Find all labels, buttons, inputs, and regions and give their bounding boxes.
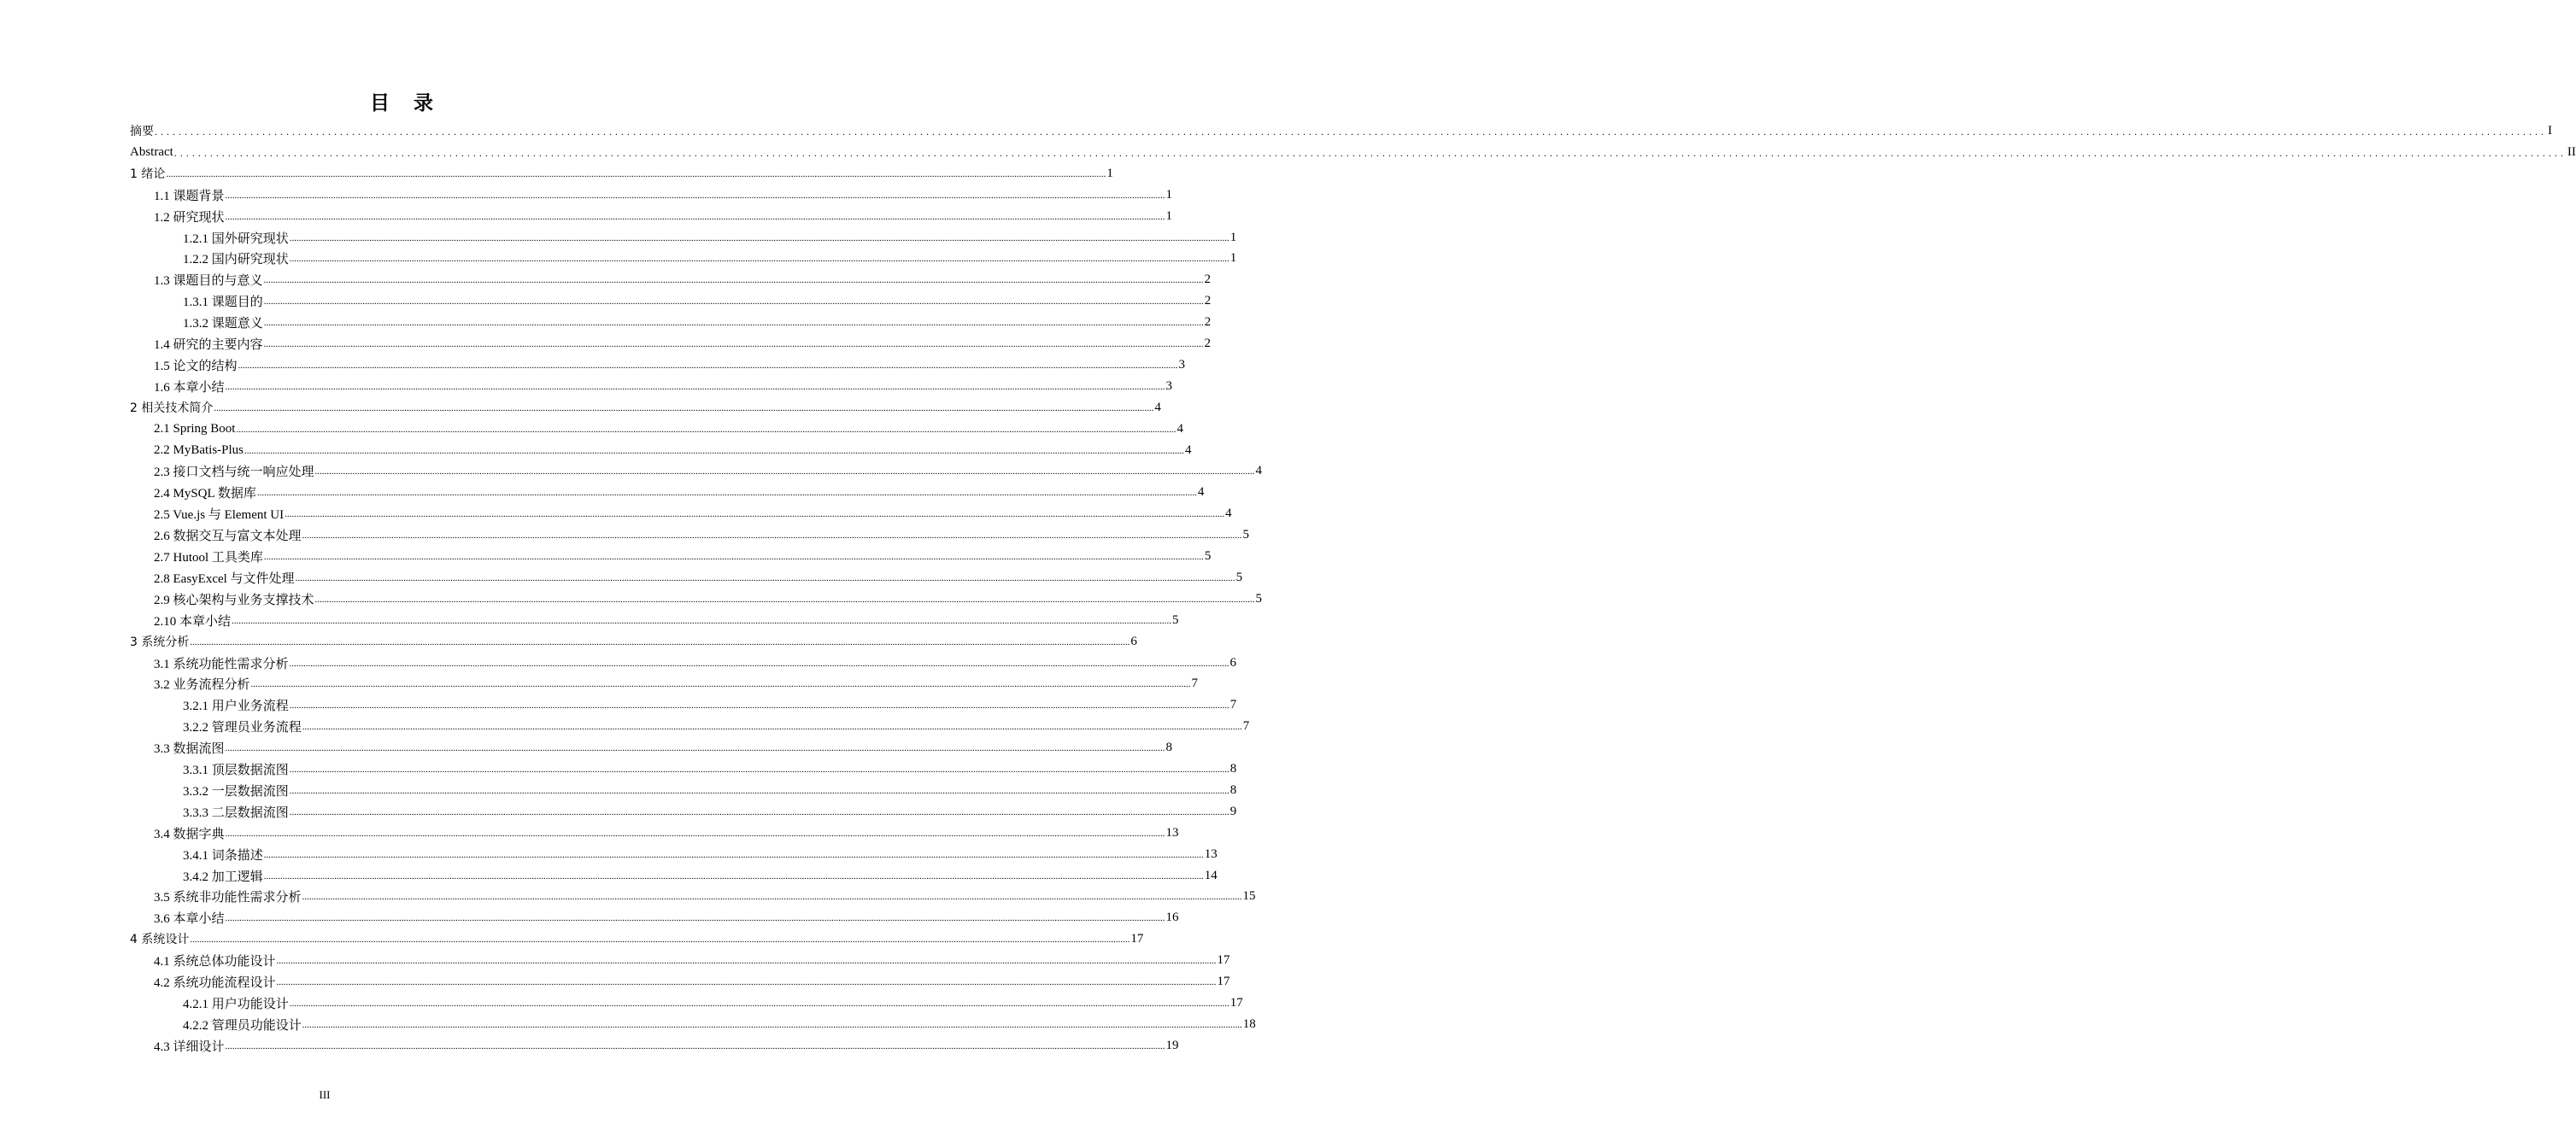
toc-entry[interactable] <box>130 142 2576 162</box>
toc-entry-page: 2 <box>1204 314 1212 329</box>
toc-entry[interactable] <box>154 610 1179 630</box>
toc-entry-page: 6 <box>1229 655 1237 670</box>
toc-entry-page: 1 <box>1229 250 1237 265</box>
toc-entry-title: 1.3.1 课题目的 <box>183 295 263 309</box>
toc-entry[interactable] <box>154 206 1173 226</box>
toc-entry[interactable] <box>154 524 1250 545</box>
toc-entry-title: 2.2 MyBatis-Plus <box>154 442 244 457</box>
toc-entry-title: 4.3 详细设计 <box>154 1040 225 1054</box>
toc-leader-dots: ................................................................................................................................................................................................................................................................................................................................................................................................................ <box>232 616 1172 626</box>
toc-entry-page: 5 <box>1255 591 1263 606</box>
toc-leader-dots: ................................................................................................................................................................................................................................................................................................................................................................................................................ <box>238 360 1178 371</box>
toc-leader-dots: ................................................................................................................................................................................................................................................................................................................................................................................................................ <box>256 488 1197 498</box>
toc-leader-dots: ................................................................................................................................................................................................................................................................................................................................................................................................................ <box>302 722 1242 732</box>
toc-entry-title: 2.4 MySQL 数据库 <box>154 486 256 501</box>
toc-entry-title: 1.5 论文的结构 <box>154 359 238 373</box>
toc-entry-page: 9 <box>1229 804 1237 818</box>
toc-entry-title: 2.1 Spring Boot <box>154 421 236 436</box>
toc-entry-title: 3.5 系统非功能性需求分析 <box>154 890 302 905</box>
toc-title: 目 录 <box>369 92 442 114</box>
toc-entry[interactable] <box>154 567 1243 588</box>
toc-entry[interactable] <box>183 227 1237 248</box>
toc-entry[interactable] <box>154 419 1183 439</box>
toc-entry-title: 4.1 系统总体功能设计 <box>154 954 276 969</box>
toc-entry-title: 1.4 研究的主要内容 <box>154 337 263 352</box>
toc-entry[interactable] <box>154 823 1179 843</box>
toc-entry[interactable] <box>183 993 1243 1013</box>
toc-leader-dots: ................................................................................................................................................................................................................................................................................................................................................................................................................ <box>289 999 1229 1009</box>
toc-leader-dots: ................................................................................................................................................................................................................................................................................................................................................................................................................ <box>250 679 1191 689</box>
toc-leader-dots: ................................................................................................................................................................................................................................................................................................................................................................................................................ <box>276 977 1217 987</box>
toc-entry-title: 3.2.2 管理员业务流程 <box>183 720 302 735</box>
toc-entry[interactable] <box>183 801 1237 822</box>
toc-entry-page: 17 <box>1217 974 1230 988</box>
toc-leader-dots: ................................................................................................................................................................................................................................................................................................................................................................................................................ <box>225 743 1165 753</box>
toc-leader-dots: ................................................................................................................................................................................................................................................................................................................................................................................................................ <box>289 233 1229 243</box>
toc-entry[interactable] <box>183 716 1250 736</box>
toc-entry-title: 1.2 研究现状 <box>154 210 225 225</box>
toc-entry[interactable] <box>154 950 1230 970</box>
toc-entry[interactable] <box>130 163 1113 184</box>
toc-entry-title: 3.2.1 用户业务流程 <box>183 699 289 713</box>
toc-entry[interactable] <box>130 397 1161 418</box>
toc-entry-page: 4 <box>1185 442 1192 457</box>
toc-entry-page: 5 <box>1235 570 1243 584</box>
toc-entry-title: 4.2 系统功能流程设计 <box>154 975 276 990</box>
toc-entry-page: 8 <box>1165 740 1173 754</box>
toc-entry[interactable] <box>154 354 1186 375</box>
toc-leader-dots: ................................................................................................................................................................................................................................................................................................................................................................................................................ <box>236 425 1177 435</box>
toc-entry[interactable] <box>154 1035 1179 1056</box>
toc-leader-dots: ................................................................................................................................................................................................................................................................................................................................................................................................................ <box>289 700 1229 711</box>
toc-entry[interactable] <box>154 589 1263 609</box>
toc-entry-page: 14 <box>1204 868 1218 882</box>
toc-entry-page: 1 <box>1165 208 1173 223</box>
toc-entry-title: 1.2.2 国内研究现状 <box>183 252 289 266</box>
toc-entry-title: 2.5 Vue.js 与 Element UI <box>154 507 285 522</box>
toc-entry-title: 3.1 系统功能性需求分析 <box>154 657 289 671</box>
toc-entry-page: 15 <box>1242 888 1256 903</box>
page-number: III <box>319 1088 331 1101</box>
toc-entry[interactable] <box>154 971 1230 992</box>
toc-entry-title: 3.3.1 顶层数据流图 <box>183 763 289 777</box>
toc-leader-dots: ................................................................................................................................................................................................................................................................................................................................................................................................................ <box>263 296 1204 307</box>
toc-entry-page: 5 <box>1242 527 1250 542</box>
toc-leader-dots: ................................................................................................................................................................................................................................................................................................................................................................................................................ <box>263 339 1204 349</box>
toc-entry[interactable] <box>183 290 1212 311</box>
toc-leader-dots: ................................................................................................................................................................................................................................................................................................................................................................................................................ <box>276 956 1217 966</box>
toc-entry-page: 5 <box>1172 612 1179 627</box>
toc-entry-page: 13 <box>1204 846 1218 861</box>
toc-leader-dots: ................................................................................................................................................................................................................................................................................................................................................................................................................ <box>225 913 1165 923</box>
toc-entry[interactable] <box>154 440 1192 460</box>
toc-entry-page: 3 <box>1178 357 1186 372</box>
toc-entry[interactable] <box>130 120 2552 141</box>
toc-entry-page: 17 <box>1217 952 1230 967</box>
toc-entry-title: 1.6 本章小结 <box>154 380 225 395</box>
toc-entry-title: 2.7 Hutool 工具类库 <box>154 550 263 565</box>
toc-entry[interactable] <box>154 482 1205 502</box>
toc-entry[interactable] <box>154 503 1232 524</box>
toc-entry-page: 4 <box>1154 400 1161 414</box>
toc-entry[interactable] <box>154 376 1173 396</box>
toc-entry-title: 3.3.3 二层数据流图 <box>183 805 289 820</box>
toc-leader-dots: ................................................................................................................................................................................................................................................................................................................................................................................................................ <box>302 530 1242 541</box>
toc-leader-dots: ................................................................................................................................................................................................................................................................................................................................................................................................................ <box>214 403 1154 413</box>
toc-leader-dots: ................................................................................................................................................................................................................................................................................................................................................................................................................ <box>173 146 2567 159</box>
toc-leader-dots: ................................................................................................................................................................................................................................................................................................................................................................................................................ <box>285 509 1225 519</box>
toc-entry-title: Abstract <box>130 144 173 159</box>
toc-entry-title: 4.2.2 管理员功能设计 <box>183 1018 302 1033</box>
toc-entry-title: 3 系统分析 <box>130 636 190 649</box>
toc-leader-dots: ................................................................................................................................................................................................................................................................................................................................................................................................................ <box>263 318 1204 328</box>
toc-entry-page: 13 <box>1165 825 1179 840</box>
toc-leader-dots: ................................................................................................................................................................................................................................................................................................................................................................................................................ <box>190 637 1130 647</box>
toc-entry[interactable] <box>154 333 1212 354</box>
toc-entry-title: 1.2.1 国外研究现状 <box>183 231 289 246</box>
toc-leader-dots: ................................................................................................................................................................................................................................................................................................................................................................................................................ <box>289 659 1229 669</box>
toc-leader-dots: ................................................................................................................................................................................................................................................................................................................................................................................................................ <box>289 807 1229 817</box>
toc-leader-dots: ................................................................................................................................................................................................................................................................................................................................................................................................................ <box>302 892 1242 902</box>
toc-entry-page: 4 <box>1177 421 1183 436</box>
toc-entry[interactable] <box>154 907 1179 928</box>
toc-entry[interactable] <box>130 631 1137 652</box>
toc-entry-page: II <box>2567 144 2576 159</box>
toc-entry-title: 2.9 核心架构与业务支撑技术 <box>154 593 314 607</box>
toc-entry-page: 6 <box>1130 634 1137 648</box>
toc-entry-page: 3 <box>1165 378 1173 393</box>
toc-entry-page: 2 <box>1204 336 1212 350</box>
toc-entry[interactable] <box>130 928 1144 949</box>
toc-leader-dots: ................................................................................................................................................................................................................................................................................................................................................................................................................ <box>225 382 1165 392</box>
toc-entry-title: 3.4 数据字典 <box>154 827 225 841</box>
toc-entry-page: 17 <box>1229 995 1243 1010</box>
toc-entry[interactable] <box>154 460 1263 481</box>
toc-leader-dots: ................................................................................................................................................................................................................................................................................................................................................................................................................ <box>263 552 1204 562</box>
toc-entry-page: 4 <box>1197 484 1205 499</box>
toc-entry[interactable] <box>183 312 1212 332</box>
toc-entry-page: 7 <box>1229 697 1237 712</box>
toc-entry-title: 3.2 业务流程分析 <box>154 677 250 692</box>
toc-entry-page: 18 <box>1242 1016 1256 1031</box>
toc-entry-page: 4 <box>1255 463 1263 477</box>
toc-entry-page: 1 <box>1165 187 1173 202</box>
toc-entry[interactable] <box>154 269 1212 290</box>
toc-entry-title: 4.2.1 用户功能设计 <box>183 997 289 1011</box>
toc-leader-dots: ................................................................................................................................................................................................................................................................................................................................................................................................................ <box>166 169 1106 179</box>
toc-leader-dots: ................................................................................................................................................................................................................................................................................................................................................................................................................ <box>314 594 1255 605</box>
toc-entry-page: 1 <box>1106 166 1113 180</box>
toc-entry-title: 4 系统设计 <box>130 933 190 946</box>
toc-entry[interactable] <box>154 737 1173 758</box>
toc-leader-dots: ................................................................................................................................................................................................................................................................................................................................................................................................................ <box>289 764 1229 775</box>
toc-entry-page: I <box>2548 123 2552 138</box>
toc-entry-page: 1 <box>1229 230 1237 244</box>
toc-entry[interactable] <box>183 248 1237 268</box>
toc-leader-dots: ................................................................................................................................................................................................................................................................................................................................................................................................................ <box>295 573 1235 583</box>
toc-leader-dots: ................................................................................................................................................................................................................................................................................................................................................................................................................ <box>225 190 1165 201</box>
toc-entry-page: 16 <box>1165 910 1179 924</box>
toc-entry[interactable] <box>183 865 1218 886</box>
toc-entry[interactable] <box>154 546 1212 566</box>
toc-entry-page: 19 <box>1165 1038 1179 1052</box>
toc-entry-title: 3.3.2 一层数据流图 <box>183 784 289 799</box>
toc-entry-page: 2 <box>1204 272 1212 286</box>
toc-entry-title: 3.3 数据流图 <box>154 741 225 756</box>
toc-entry-page: 7 <box>1242 718 1250 733</box>
toc-entry-title: 1.3.2 课题意义 <box>183 316 263 331</box>
toc-entry-page: 4 <box>1225 506 1232 520</box>
toc-leader-dots: ................................................................................................................................................................................................................................................................................................................................................................................................................ <box>263 850 1204 860</box>
toc-entry-page: 5 <box>1204 548 1212 563</box>
toc-entry[interactable] <box>183 694 1237 715</box>
toc-entry-title: 3.6 本章小结 <box>154 911 225 926</box>
toc-entry[interactable] <box>183 1014 1256 1034</box>
toc-entry-title: 3.4.2 加工逻辑 <box>183 870 263 884</box>
toc-entry[interactable] <box>183 780 1237 800</box>
toc-leader-dots: ................................................................................................................................................................................................................................................................................................................................................................................................................ <box>289 786 1229 796</box>
toc-entry[interactable] <box>154 673 1199 694</box>
toc-entry-page: 17 <box>1130 931 1144 946</box>
toc-entry-title: 1.3 课题目的与意义 <box>154 273 263 288</box>
toc-entry[interactable] <box>183 758 1237 779</box>
toc-leader-dots: ................................................................................................................................................................................................................................................................................................................................................................................................................ <box>225 829 1165 839</box>
toc-leader-dots: ................................................................................................................................................................................................................................................................................................................................................................................................................ <box>225 212 1165 222</box>
toc-entry-page: 8 <box>1229 761 1237 776</box>
toc-entry-title: 2.10 本章小结 <box>154 614 232 629</box>
toc-entry-page: 2 <box>1204 293 1212 308</box>
toc-entry[interactable] <box>154 653 1237 673</box>
toc-entry[interactable] <box>154 886 1256 906</box>
toc-entry-title: 摘要 <box>130 125 154 138</box>
toc-leader-dots: ................................................................................................................................................................................................................................................................................................................................................................................................................ <box>263 871 1204 882</box>
toc-leader-dots: ................................................................................................................................................................................................................................................................................................................................................................................................................ <box>244 446 1185 456</box>
toc-leader-dots: ................................................................................................................................................................................................................................................................................................................................................................................................................ <box>314 466 1255 477</box>
toc-leader-dots: ................................................................................................................................................................................................................................................................................................................................................................................................................ <box>155 125 2547 138</box>
toc-entry-title: 1 绪论 <box>130 167 166 181</box>
toc-leader-dots: ................................................................................................................................................................................................................................................................................................................................................................................................................ <box>302 1020 1242 1030</box>
toc-leader-dots: ................................................................................................................................................................................................................................................................................................................................................................................................................ <box>289 254 1229 264</box>
toc-leader-dots: ................................................................................................................................................................................................................................................................................................................................................................................................................ <box>190 934 1130 945</box>
toc-entry-title: 2.3 接口文档与统一响应处理 <box>154 465 314 479</box>
toc-entry-title: 1.1 课题背景 <box>154 189 225 203</box>
toc-entry-title: 2.6 数据交互与富文本处理 <box>154 529 302 543</box>
toc-leader-dots: ................................................................................................................................................................................................................................................................................................................................................................................................................ <box>263 275 1204 285</box>
toc-entry[interactable] <box>154 184 1173 205</box>
toc-entry-page: 8 <box>1229 782 1237 797</box>
toc-entry-page: 7 <box>1191 676 1199 690</box>
toc-entry-title: 3.4.1 词条描述 <box>183 848 263 863</box>
toc-entry-title: 2 相关技术简介 <box>130 401 214 415</box>
toc-leader-dots: ................................................................................................................................................................................................................................................................................................................................................................................................................ <box>225 1041 1165 1051</box>
toc-entry-title: 2.8 EasyExcel 与文件处理 <box>154 571 295 586</box>
toc-entry[interactable] <box>183 844 1218 864</box>
